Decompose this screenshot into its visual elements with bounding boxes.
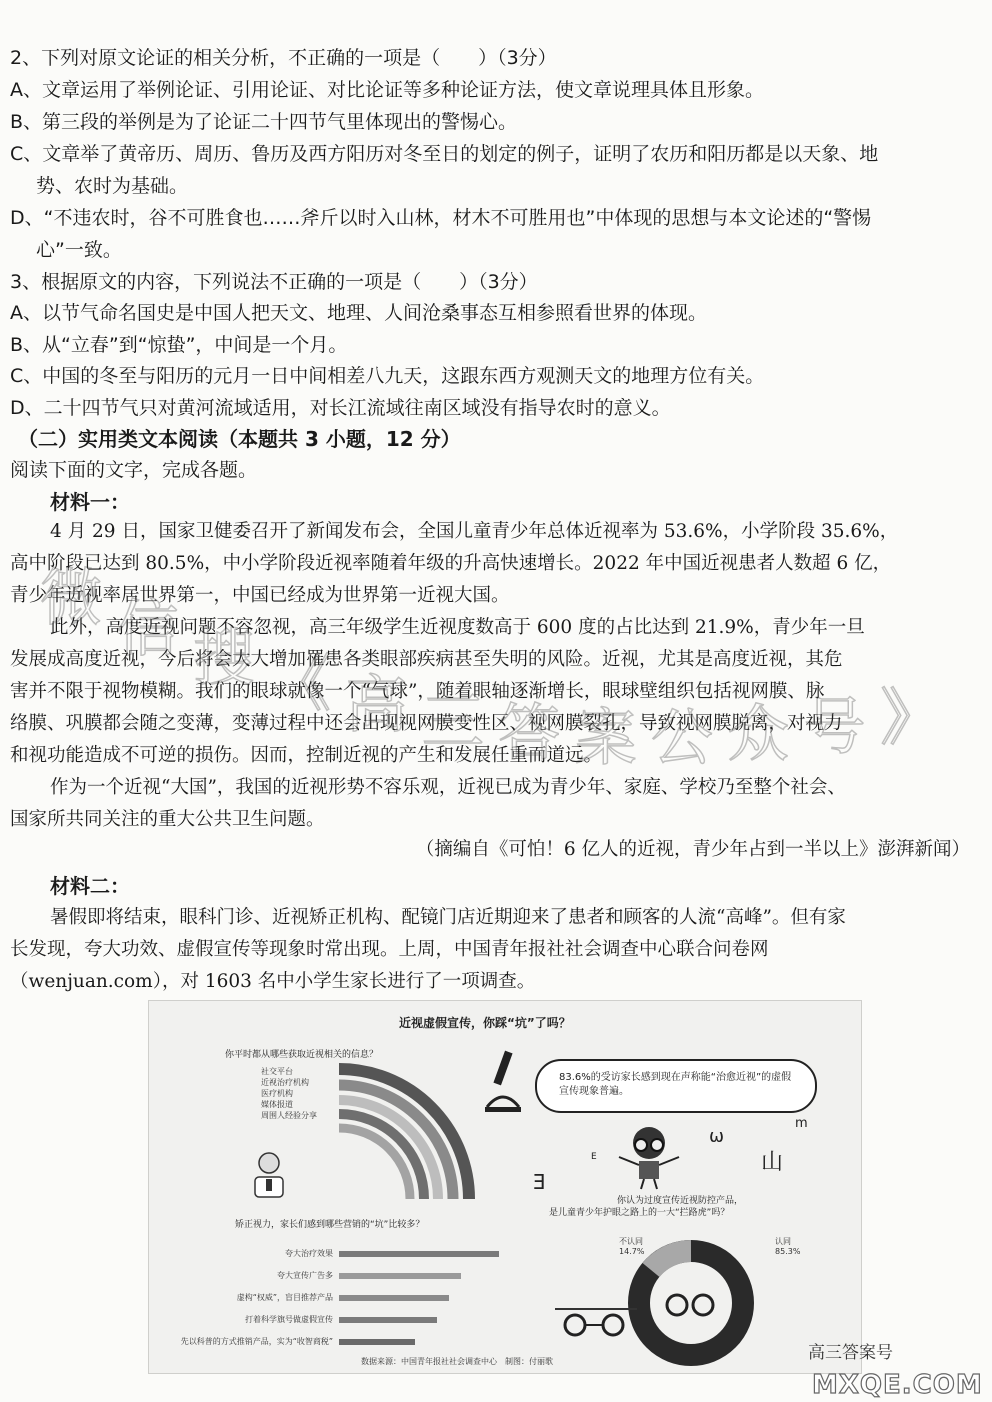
q1-legend-item: 周围人经验分享 [261, 1111, 317, 1120]
q3-option-b: B、从“立春”到“惊蛰”，中间是一个月。 [10, 334, 348, 356]
watermark-char: 公 [650, 701, 713, 775]
q1-legend-item: 近视治疗机构 [261, 1078, 309, 1087]
q3-option-a: A、以节气命名国史是中国人把天文、地理、人间沧桑事态互相参照看世界的体现。 [10, 302, 707, 324]
q2-option-c-cont: 势、农时为基础。 [36, 175, 189, 197]
material2-p1-line2: 长发现，夸大功效、虚假宣传等现象时常出现。上周，中国青年报社社会调查中心联合问卷网 [10, 939, 769, 960]
infographic-q2: 矫正视力，家长们感到哪些营销的“坑”比较多？ [235, 1220, 425, 1230]
no-label: 不认同 [619, 1237, 643, 1246]
magnifier-icon [693, 1295, 713, 1315]
q2-option-c: C、文章举了黄帝历、周历、鲁历及西方阳历对冬至日的划定的例子，证明了农历和阳历都是以天象、地 [10, 143, 879, 165]
infographic-footer: 数据来源：中国青年报社社会调查中心 制图：付丽歌 [361, 1357, 553, 1366]
eye-chart-letter: ω [709, 1126, 725, 1147]
material2-label: 材料二： [50, 874, 130, 898]
q3-option-c: C、中国的冬至与阳历的元月一日中间相差八九天，这跟东西方观测天文的地理方位有关。 [10, 365, 765, 387]
corner-badge: 高三答案号 [808, 1343, 893, 1363]
watermark-char: 众 [727, 697, 790, 771]
q2-bar [339, 1317, 437, 1323]
material1-p2-line4: 络膜、巩膜都会随之变薄，变薄过程中还会出现视网膜变性区、视网膜裂孔，导致视网膜脱离，对视力 [10, 713, 843, 734]
q3-stem: 3、根据原文的内容，下列说法不正确的一项是（ ）（3分） [10, 271, 538, 293]
no-value: 14.7% [619, 1247, 645, 1256]
material2-p1-line1: 暑假即将结束，眼科门诊、近视矫正机构、配镜门店近期迎来了患者和顾客的人流“高峰”。但有家 [50, 907, 846, 928]
agree-donut-chart [621, 1233, 761, 1373]
q2-bar-label: 打着科学旗号做虚假宣传 [245, 1315, 333, 1324]
infographic-q3-line1: 你认为过度宣传近视防控产品， [617, 1196, 744, 1206]
highlight-text: 83.6%的受访家长感到现在声称能“治愈近视”的虚假宣传现象普遍。 [559, 1072, 792, 1097]
watermark-char: 案 [574, 701, 637, 775]
infographic-q3-line2: 是儿童青少年护眼之路上的一大“拦路虎”吗？ [549, 1208, 730, 1218]
material1-p2-line2: 发展成高度近视，今后将会大大增加罹患各类眼部疾病甚至失明的风险。近视，尤其是高度近视，其危 [10, 649, 843, 670]
material1-p1-line1: 4 月 29 日，国家卫健委召开了新闻发布会，全国儿童青少年总体近视率为 53.6%，小学阶段 35.6%， [50, 521, 899, 542]
q2-option-b: B、第三段的举例是为了论证二十四节气里体现出的警惕心。 [10, 111, 518, 133]
watermark-char: 《 [269, 646, 332, 720]
parent-figure-icon [247, 1149, 293, 1201]
eye-chart-letter: m [795, 1116, 808, 1131]
q2-bar-label: 夸大治疗效果 [285, 1249, 333, 1258]
material1-p2-line1: 此外，高度近视问题不容忽视，高三年级学生近视度数高于 600 度的占比达到 21.9%，青少年一旦 [50, 617, 865, 638]
q1-legend-item: 医疗机构 [261, 1089, 293, 1098]
q2-bar [339, 1339, 415, 1345]
watermark-char: 号 [803, 689, 866, 763]
watermark-char: 答 [498, 695, 561, 769]
material1-p2-line5: 和视功能造成不可逆的损伤。因而，控制近视的产生和发展任重而道远。 [10, 745, 603, 766]
eye-chart-letter: E [591, 1152, 597, 1162]
q2-option-a: A、文章运用了举例论证、引用论证、对比论证等多种论证方法，使文章说理具体且形象。 [10, 79, 764, 101]
survey-infographic [148, 1000, 862, 1374]
watermark-char: 微 [40, 561, 103, 634]
section-instruction: 阅读下面的文字，完成各题。 [10, 459, 258, 481]
q2-bar [339, 1251, 499, 1257]
eye-chart-letter: 山 [761, 1150, 784, 1175]
highlight-bubble [535, 1059, 817, 1113]
eye-chart-letter: E [533, 1170, 546, 1194]
material1-source: （摘编自《可怕！6 亿人的近视，青少年占到一半以上》澎湃新闻） [415, 839, 970, 860]
yes-label: 认同 [775, 1237, 791, 1246]
q2-bar [339, 1295, 449, 1301]
infographic-q1: 你平时都从哪些获取近视相关的信息？ [225, 1050, 379, 1060]
q1-legend-item: 社交平台 [261, 1067, 293, 1076]
q2-option-d-cont: 心”一致。 [36, 239, 122, 261]
glasses-cart-icon [551, 1303, 641, 1339]
material1-label: 材料一： [50, 490, 130, 514]
yes-value: 85.3% [775, 1247, 801, 1256]
q2-bar-label: 虚构“权威”，盲目推荐产品 [236, 1293, 333, 1302]
material1-p3-line2: 国家所共同关注的重大公共卫生问题。 [10, 809, 325, 830]
q3-option-d: D、二十四节气只对黄河流域适用，对长江流域往南区域没有指导农时的意义。 [10, 397, 671, 419]
material1-p3-line1: 作为一个近视“大国”，我国的近视形势不容乐观，近视已成为青少年、家庭、学校乃至整个社会、 [50, 777, 846, 798]
magnifier-icon [667, 1295, 687, 1315]
material1-p1-line2: 高中阶段已达到 80.5%，中小学阶段近视率随着年级的升高快速增长。2022 年中国近视患者人数超 6 亿， [10, 553, 892, 574]
watermark-char: 信 [116, 591, 179, 665]
material2-p1-line3: （wenjuan.com），对 1603 名中小学生家长进行了一项调查。 [10, 971, 536, 992]
watermark-char: 搜 [192, 620, 255, 694]
watermark-char: 三 [421, 684, 484, 758]
material1-p2-line3: 害并不限于视物模糊。我们的眼球就像一个“气球”，随着眼轴逐渐增长，眼球壁组织包括视网膜、脉 [10, 681, 825, 702]
watermark-char: 高 [345, 668, 408, 742]
q2-stem: 2、下列对原文论证的相关分析，不正确的一项是（ ）（3分） [10, 47, 557, 69]
microscope-icon [481, 1047, 525, 1119]
q2-bar-label: 先以科普的方式推销产品，实为“收智商税” [180, 1337, 333, 1346]
corner-site-watermark: MXQE.COM [812, 1370, 983, 1400]
q2-bar-label: 夸大宣传广告多 [277, 1271, 333, 1280]
q2-bar [339, 1273, 461, 1279]
section-title: （二）实用类文本阅读（本题共 3 小题，12 分） [18, 427, 461, 451]
q1-legend-item: 媒体报道 [261, 1100, 293, 1109]
infographic-title: 近视虚假宣传，你踩“坑”了吗？ [399, 1016, 571, 1030]
material1-p1-line3: 青少年近视率居世界第一，中国已经成为世界第一近视大国。 [10, 585, 510, 606]
q2-option-d: D、“不违农时，谷不可胜食也……斧斤以时入山林，材木不可胜用也”中体现的思想与本文论述的“警惕 [10, 207, 872, 229]
watermark-char: 》 [880, 681, 943, 754]
